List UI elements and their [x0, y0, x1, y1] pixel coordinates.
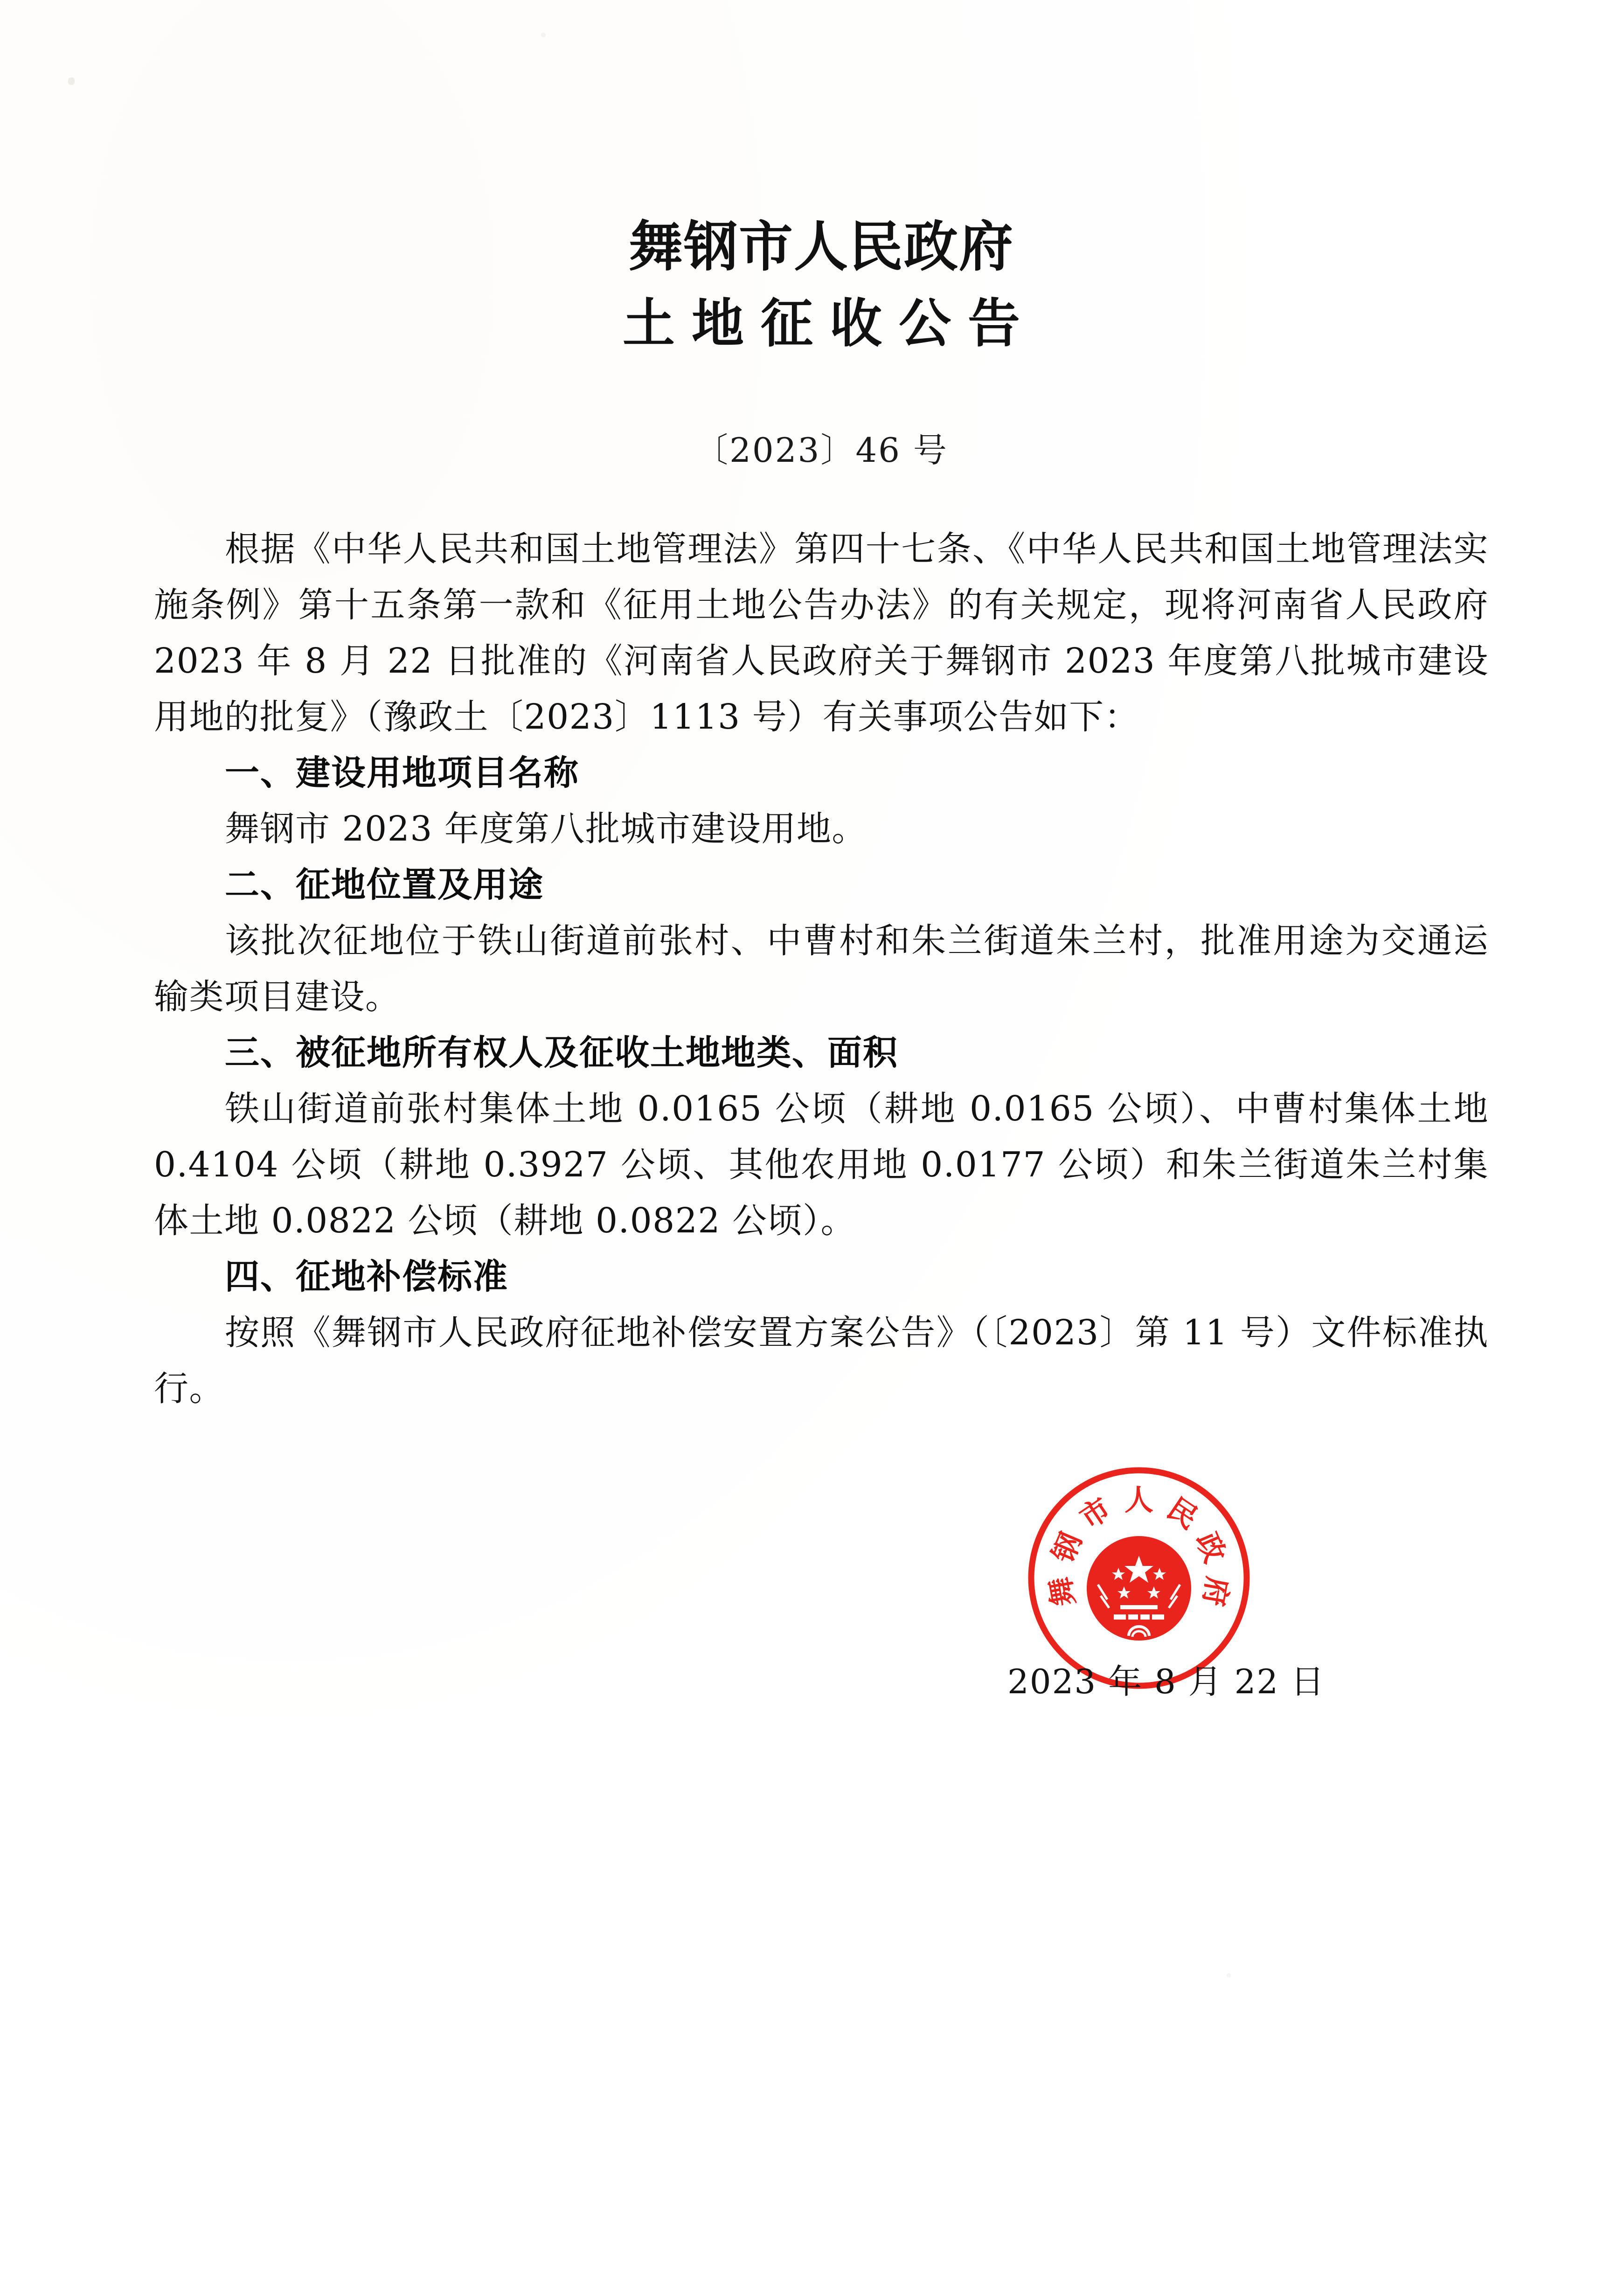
document-number: 〔2023〕46 号 — [694, 431, 948, 470]
national-emblem-icon — [1087, 1536, 1191, 1641]
svg-text:府: 府 — [1196, 1574, 1235, 1609]
issue-date: 2023 年 8 月 22 日 — [1007, 1662, 1326, 1702]
body-content — [154, 521, 1489, 1417]
scan-speck — [68, 77, 75, 85]
svg-text:政: 政 — [1189, 1527, 1232, 1568]
section-body-1: 舞钢市 2023 年度第八批城市建设用地。 — [225, 809, 867, 849]
page-subtitle: 土地征收公告 — [623, 293, 1037, 355]
government-seal-icon — [1020, 1460, 1257, 1697]
page-title: 舞钢市人民政府 — [629, 215, 1014, 278]
section-body-3: 铁山街道前张村集体土地 0.0165 公顷（耕地 0.0165 公顷）、中曹村集体土地 0.4104 公顷（耕地 0.3927 公顷、其他农用地 0.0177 公顷）和朱兰街道朱兰村集体土地 0.0822 公顷（耕地 0.0822 公顷）。 — [154, 1089, 1489, 1241]
intro-paragraph: 根据《中华人民共和国土地管理法》第四十七条、《中华人民共和国土地管理法实施条例》第十五条第一款和《征用土地公告办法》的有关规定，现将河南省人民政府 2023 年 8 月 22 日批准的《河南省人民政府关于舞钢市 2023 年度第八批城市建设用地的批复》（豫政土〔2023〕1113 号）有关事项公告如下： — [154, 529, 1489, 737]
section-body-2: 该批次征地位于铁山街道前张村、中曹村和朱兰街道朱兰村，批准用途为交通运输类项目建设。 — [154, 921, 1489, 1017]
document-body — [154, 0, 1489, 2295]
section-heading-4: 四、征地补偿标准 — [225, 1257, 508, 1297]
svg-text:舞: 舞 — [1042, 1574, 1082, 1609]
svg-text:钢: 钢 — [1046, 1527, 1089, 1568]
section-heading-2: 二、征地位置及用途 — [225, 865, 544, 905]
section-body-4: 按照《舞钢市人民政府征地补偿安置方案公告》（〔2023〕第 11 号）文件标准执行。 — [154, 1313, 1489, 1409]
svg-text:市: 市 — [1074, 1491, 1117, 1536]
svg-text:人: 人 — [1124, 1483, 1154, 1517]
signature-area — [154, 1457, 1489, 1755]
section-heading-3: 三、被征地所有权人及征收土地地类、面积 — [225, 1033, 898, 1073]
section-heading-1: 一、建设用地项目名称 — [225, 753, 579, 793]
svg-text:民: 民 — [1161, 1491, 1204, 1536]
